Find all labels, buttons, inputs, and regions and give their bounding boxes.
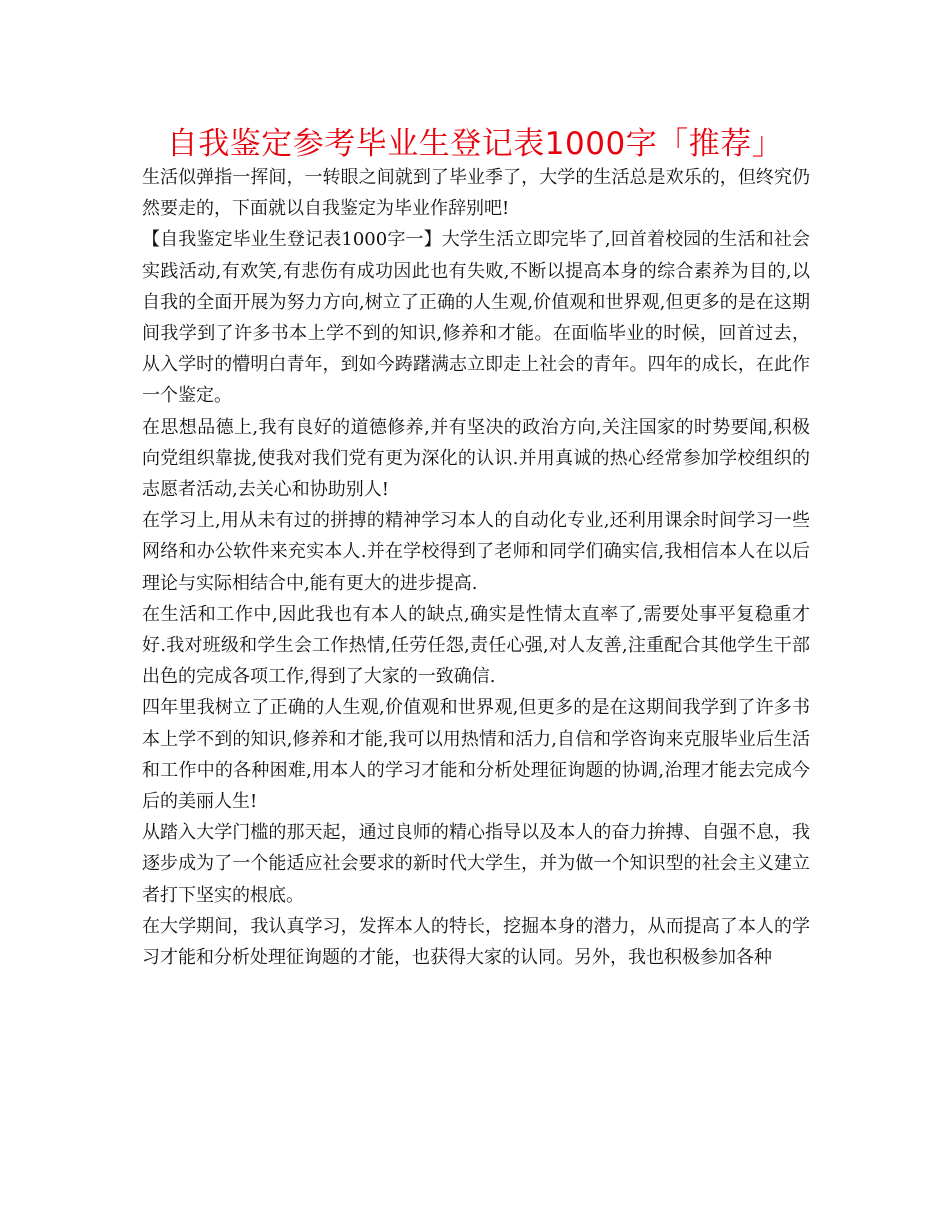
document-title: 自我鉴定参考毕业生登记表1000字「推荐」 bbox=[166, 126, 784, 162]
paragraph-study: 在学习上,用从未有过的拼搏的精神学习本人的自动化专业,还利用课余时间学习一些网络和办公软件来充实本人.并在学校得到了老师和同学们确实信,我相信本人在以后理论与实际相结合中,能有更大的进步提高. bbox=[142, 510, 810, 594]
document-body bbox=[142, 162, 810, 973]
paragraph-four-years: 四年里我树立了正确的人生观,价值观和世界观,但更多的是在这期间我学到了许多书本上学不到的知识,修养和才能,我可以用热情和活力,自信和学咨询来克服毕业后生活和工作中的各种困难,用本人的学习才能和分析处理征询题的协调,治理才能去完成今后的美丽人生! bbox=[142, 697, 810, 813]
paragraph-section-one: 【自我鉴定毕业生登记表1000字一】大学生活立即完毕了,回首着校园的生活和社会实践活动,有欢笑,有悲伤有成功因此也有失败,不断以提高本身的综合素养为目的,以自我的全面开展为努力方向,树立了正确的人生观,价值观和世界观,但更多的是在这期间我学到了许多书本上学不到的知识,修养和才能。在面临毕业的时候，回首过去，从入学时的懵明白青年，到如今踌躇满志立即走上社会的青年。四年的成长，在此作一个鉴定。 bbox=[142, 229, 810, 407]
paragraph-ideology: 在思想品德上,我有良好的道德修养,并有坚决的政治方向,关注国家的时势要闻,积极向党组织靠拢,使我对我们党有更为深化的认识.并用真诚的热心经常参加学校组织的志愿者活动,去关心和协助别人! bbox=[142, 416, 810, 501]
paragraph-university-period: 在大学期间，我认真学习，发挥本人的特长，挖掘本身的潜力，从而提高了本人的学习才能和分析处理征询题的才能，也获得大家的认同。另外，我也积极参加各种 bbox=[142, 915, 810, 969]
paragraph-intro: 生活似弹指一挥间，一转眼之间就到了毕业季了，大学的生活总是欢乐的，但终究仍然要走的，下面就以自我鉴定为毕业作辞别吧! bbox=[142, 167, 810, 220]
paragraph-university-entry: 从踏入大学门槛的那天起，通过良师的精心指导以及本人的奋力拚搏、自强不息，我逐步成为了一个能适应社会要求的新时代大学生，并为做一个知识型的社会主义建立者打下坚实的根底。 bbox=[142, 822, 810, 906]
paragraph-life-work: 在生活和工作中,因此我也有本人的缺点,确实是性情太直率了,需要处事平复稳重才好.我对班级和学生会工作热情,任劳任怨,责任心强,对人友善,注重配合其他学生干部出色的完成各项工作,得到了大家的一致确信. bbox=[142, 603, 810, 688]
